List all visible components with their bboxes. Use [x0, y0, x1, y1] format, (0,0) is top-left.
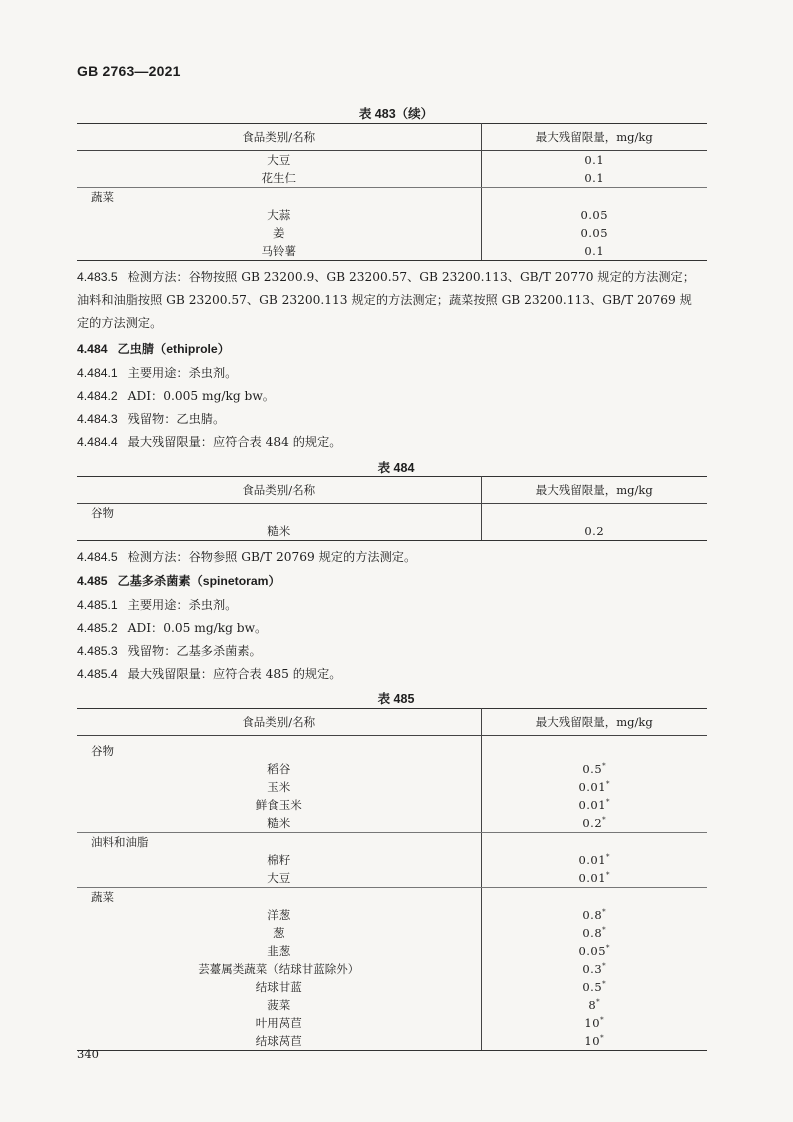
table-row-value: 0.3*: [582, 962, 607, 976]
clause-4484-4: [77, 433, 707, 451]
clause-number: 4.485.3: [77, 644, 118, 658]
table-row-name: 韭葱: [77, 942, 481, 960]
column-header-mrl: 最大残留限量，mg/kg: [481, 124, 707, 151]
table-483-caption: 表 483（续）: [358, 107, 434, 121]
section-title: 乙虫腈（ethiprole）: [117, 342, 230, 356]
paragraph-4483-5-line1: [77, 268, 707, 286]
table-row-value: 0.5*: [582, 762, 607, 776]
clause-number: 4.483.5: [77, 270, 118, 284]
table-row-value: 0.5*: [582, 980, 607, 994]
clause-text: 检测方法：谷物按照 GB 23200.9、GB 23200.57、GB 23200.113、GB/T 20770 规定的方法测定；: [127, 270, 695, 284]
table-485-caption: 表 485: [377, 692, 415, 706]
clause-number: 4.485.4: [77, 667, 118, 681]
table-483: [77, 123, 707, 261]
table-484-caption: 表 484: [377, 461, 415, 475]
column-header-food: 食品类别/名称: [77, 124, 481, 151]
column-header-food: 食品类别/名称: [77, 709, 481, 736]
clause-number: 4.484.4: [77, 435, 118, 449]
table-row-name: 结球莴苣: [77, 1032, 481, 1051]
clause-number: 4.485.2: [77, 621, 118, 635]
clause-text: 最大残留限量：应符合表 484 的规定。: [127, 435, 342, 449]
clause-4484-2: [77, 387, 707, 405]
table-row-name: 糙米: [77, 522, 481, 541]
clause-text: 残留物：乙基多杀菌素。: [127, 644, 262, 658]
clause-text: ADI：0.05 mg/kg bw。: [127, 621, 268, 635]
table-row-value: 8*: [588, 998, 601, 1012]
column-header-mrl: 最大残留限量，mg/kg: [481, 477, 707, 504]
table-row-name: 葱: [77, 924, 481, 942]
clause-4484-1: [77, 364, 707, 382]
table-category: 油料和油脂: [77, 833, 481, 852]
table-row-value: 0.1: [481, 169, 707, 188]
table-row-name: 姜: [77, 224, 481, 242]
table-row-value: 10*: [481, 1032, 707, 1051]
table-category: 谷物: [77, 504, 481, 523]
table-row-name: 棉籽: [77, 851, 481, 869]
table-row-name: 花生仁: [77, 169, 481, 188]
table-row-value: 0.01*: [481, 869, 707, 888]
clause-text: ADI：0.005 mg/kg bw。: [127, 389, 275, 403]
table-row-name: 稻谷: [77, 760, 481, 778]
table-row-name: 菠菜: [77, 996, 481, 1014]
table-row-name: 马铃薯: [77, 242, 481, 261]
paragraph-4483-5-line2: 油料和油脂按照 GB 23200.57、GB 23200.113 规定的方法测定；蔬菜按照 GB 23200.113、GB/T 20769 规: [77, 293, 692, 307]
table-row-name: 鲜食玉米: [77, 796, 481, 814]
clause-number: 4.484.3: [77, 412, 118, 426]
table-row-value: 0.1: [481, 242, 707, 261]
column-header-food: 食品类别/名称: [77, 477, 481, 504]
page-number: 340: [77, 1047, 99, 1061]
table-row-name: 结球甘蓝: [77, 978, 481, 996]
table-484: [77, 476, 707, 541]
table-category: 谷物: [77, 742, 481, 760]
clause-4485-3: [77, 642, 707, 660]
clause-4484-5: [77, 548, 707, 566]
standard-code-header: GB 2763—2021: [77, 63, 181, 79]
table-485: [77, 708, 707, 1051]
clause-4485-1: [77, 596, 707, 614]
table-row-name: 叶用莴苣: [77, 1014, 481, 1032]
clause-number: 4.485: [77, 574, 108, 588]
table-row-value: 0.8*: [582, 926, 607, 940]
table-row-value: 0.1: [584, 153, 605, 167]
clause-text: 残留物：乙虫腈。: [127, 412, 226, 426]
table-row-name: 芸薹属类蔬菜（结球甘蓝除外）: [77, 960, 481, 978]
clause-text: 检测方法：谷物参照 GB/T 20769 规定的方法测定。: [127, 550, 417, 564]
table-category: 蔬菜: [77, 188, 481, 207]
table-row-name: 糙米: [77, 814, 481, 833]
clause-4484-3: [77, 410, 707, 428]
clause-number: 4.485.1: [77, 598, 118, 612]
section-4484-heading: [77, 340, 707, 358]
clause-text: 主要用途：杀虫剂。: [127, 366, 238, 380]
clause-number: 4.484.1: [77, 366, 118, 380]
table-row-value: 0.8*: [582, 908, 607, 922]
clause-4485-4: [77, 665, 707, 683]
clause-text: 主要用途：杀虫剂。: [127, 598, 238, 612]
clause-number: 4.484: [77, 342, 108, 356]
section-4485-heading: [77, 572, 707, 590]
table-row-value: 0.05: [580, 208, 609, 222]
section-title: 乙基多杀菌素（spinetoram）: [117, 574, 281, 588]
column-header-mrl: 最大残留限量，mg/kg: [481, 709, 707, 736]
table-row-value: 0.01*: [578, 853, 611, 867]
table-row-value: 0.01*: [578, 798, 611, 812]
table-row-name: 玉米: [77, 778, 481, 796]
table-row-value: 0.2*: [481, 814, 707, 833]
clause-4485-2: [77, 619, 707, 637]
clause-text: 最大残留限量：应符合表 485 的规定。: [127, 667, 342, 681]
table-row-value: 0.05: [580, 226, 609, 240]
clause-number: 4.484.2: [77, 389, 118, 403]
table-category: 蔬菜: [77, 888, 481, 907]
table-row-value: 10*: [584, 1016, 605, 1030]
table-row-name: 大蒜: [77, 206, 481, 224]
table-row-value: 0.2: [481, 522, 707, 541]
table-row-name: 大豆: [77, 151, 481, 170]
table-row-name: 洋葱: [77, 906, 481, 924]
paragraph-4483-5-line3: 定的方法测定。: [77, 316, 163, 330]
table-row-value: 0.05*: [578, 944, 611, 958]
table-row-value: 0.01*: [578, 780, 611, 794]
clause-number: 4.484.5: [77, 550, 118, 564]
table-row-name: 大豆: [77, 869, 481, 888]
